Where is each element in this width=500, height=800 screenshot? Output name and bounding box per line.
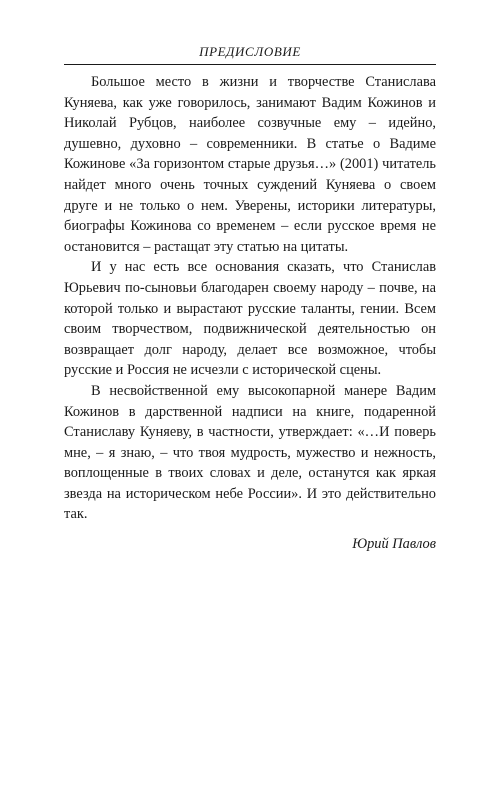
author-signature: Юрий Павлов	[352, 536, 436, 553]
paragraph-1: Большое место в жизни и творчестве Станислава Куняева, как уже говорилось, занимают Вадим Кожинов и Николай Рубцов, наиболее созвучные ему – идейно, душевно, духовно – современники. В статье о Вадиме Кожинове «За горизонтом старые друзья…» (2001) читатель найдет много очень точных суждений Куняева о своем друге и не только о нем. Уверены, историки литературы, биографы Кожинова со временем – если русское время не остановится – растащат эту статью на цитаты.	[64, 74, 436, 255]
paragraph-3: В несвойственной ему высокопарной манере Вадим Кожинов в дарственной надписи на книге, подаренной Станиславу Куняеву, в частности, утверждает: «…И поверь мне, – я знаю, – что твоя мудрость, мужество и нежность, воплощенные в твоих словах и деле, останутся как яркая звезда на историческом небе России». И это действительно так.	[64, 382, 436, 523]
running-head: ПРЕДИСЛОВИЕ	[199, 44, 301, 59]
preface-body	[64, 72, 436, 555]
header-rule	[64, 64, 436, 65]
paragraph-2: И у нас есть все основания сказать, что Станислав Юрьевич по-сыновьи благодарен своему народу – почве, на которой только и вырастают русские таланты, гении. Всем своим творчеством, подвижнической деятельностью он возвращает долг народу, делает все возможное, чтобы русские и Россия не исчезли с исторической сцены.	[64, 259, 436, 379]
